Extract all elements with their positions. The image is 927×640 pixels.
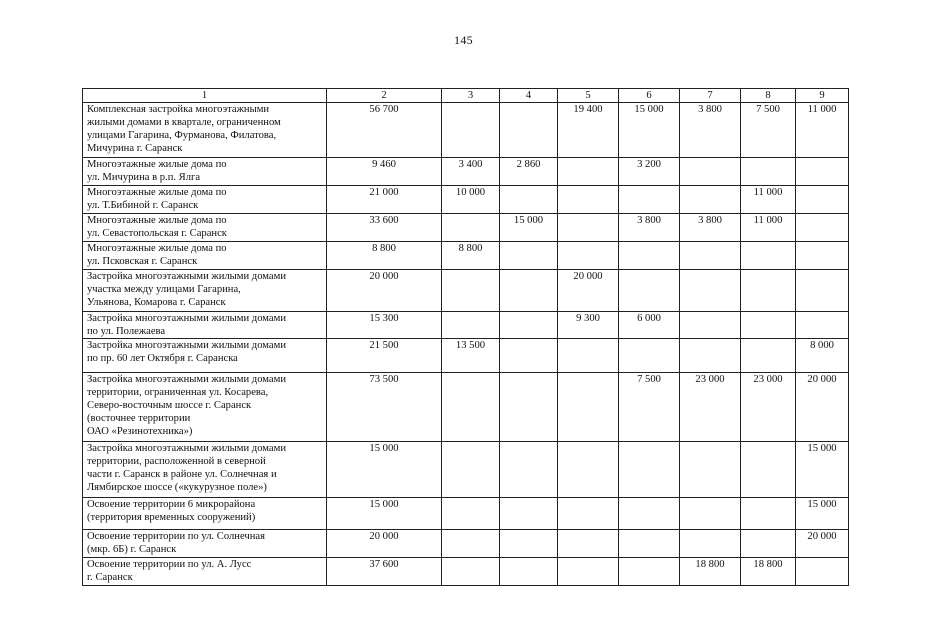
table-row [83, 158, 849, 186]
table-row [83, 558, 849, 586]
value-cell: 6 000 [619, 312, 680, 339]
value-cell [442, 558, 500, 586]
value-cell: 8 800 [327, 242, 442, 270]
table-row [83, 214, 849, 242]
value-cell [558, 498, 619, 530]
value-cell [741, 312, 796, 339]
table-header-row [83, 89, 849, 103]
value-cell: 8 800 [442, 242, 500, 270]
table-row [83, 373, 849, 442]
value-cell: 20 000 [327, 270, 442, 312]
value-cell [558, 442, 619, 498]
value-cell [680, 186, 741, 214]
row-name: Многоэтажные жилые дома по ул. Т.Бибиной г. Саранск [87, 187, 227, 211]
value-cell [741, 339, 796, 373]
row-name-cell [83, 158, 327, 186]
value-cell [741, 442, 796, 498]
value-cell: 20 000 [558, 270, 619, 312]
row-name-cell [83, 339, 327, 373]
value-cell [680, 242, 741, 270]
value-cell: 8 000 [796, 339, 849, 373]
value-cell [442, 442, 500, 498]
value-cell [500, 312, 558, 339]
value-cell [741, 158, 796, 186]
value-cell [500, 442, 558, 498]
value-cell: 3 200 [619, 158, 680, 186]
row-name-cell [83, 530, 327, 558]
value-cell: 23 000 [741, 373, 796, 442]
value-cell [619, 558, 680, 586]
value-cell: 7 500 [741, 103, 796, 158]
value-cell [500, 530, 558, 558]
row-name-cell [83, 270, 327, 312]
value-cell [558, 558, 619, 586]
row-name: Застройка многоэтажными жилыми домами по ул. Полежаева [87, 313, 286, 337]
value-cell [796, 242, 849, 270]
value-cell: 73 500 [327, 373, 442, 442]
column-header: 3 [442, 89, 500, 103]
value-cell [500, 270, 558, 312]
value-cell [558, 242, 619, 270]
value-cell [680, 442, 741, 498]
row-name: Освоение территории по ул. А. Лусс г. Саранск [87, 559, 252, 583]
value-cell [442, 498, 500, 530]
value-cell: 3 400 [442, 158, 500, 186]
value-cell: 23 000 [680, 373, 741, 442]
value-cell [500, 498, 558, 530]
value-cell [680, 312, 741, 339]
value-cell: 20 000 [327, 530, 442, 558]
value-cell [558, 214, 619, 242]
value-cell: 18 800 [741, 558, 796, 586]
value-cell: 15 300 [327, 312, 442, 339]
row-name: Многоэтажные жилые дома по ул. Псковская г. Саранск [87, 243, 227, 267]
value-cell: 9 300 [558, 312, 619, 339]
value-cell [442, 103, 500, 158]
value-cell [500, 558, 558, 586]
column-header: 8 [741, 89, 796, 103]
value-cell: 10 000 [442, 186, 500, 214]
value-cell [619, 498, 680, 530]
value-cell [619, 530, 680, 558]
value-cell [558, 158, 619, 186]
value-cell: 15 000 [796, 442, 849, 498]
value-cell [741, 270, 796, 312]
value-cell: 37 600 [327, 558, 442, 586]
value-cell: 20 000 [796, 530, 849, 558]
value-cell [558, 339, 619, 373]
data-table [82, 88, 849, 586]
value-cell: 3 800 [619, 214, 680, 242]
value-cell [442, 530, 500, 558]
row-name: Застройка многоэтажными жилыми домами территории, ограниченная ул. Косарева, Северо-восточным шоссе г. Саранск (восточнее территории ОАО «Резинотехника») [87, 374, 286, 437]
value-cell: 15 000 [327, 442, 442, 498]
value-cell [741, 530, 796, 558]
value-cell [619, 270, 680, 312]
table-row [83, 530, 849, 558]
value-cell: 15 000 [796, 498, 849, 530]
value-cell: 11 000 [741, 186, 796, 214]
value-cell [741, 498, 796, 530]
value-cell [741, 242, 796, 270]
table-row [83, 103, 849, 158]
value-cell [796, 214, 849, 242]
value-cell [500, 186, 558, 214]
value-cell: 21 500 [327, 339, 442, 373]
value-cell: 15 000 [327, 498, 442, 530]
value-cell: 3 800 [680, 103, 741, 158]
column-header: 1 [83, 89, 327, 103]
row-name: Застройка многоэтажными жилыми домами по пр. 60 лет Октября г. Саранска [87, 340, 286, 364]
value-cell [558, 530, 619, 558]
value-cell: 2 860 [500, 158, 558, 186]
value-cell [680, 339, 741, 373]
value-cell: 21 000 [327, 186, 442, 214]
row-name: Многоэтажные жилые дома по ул. Мичурина в р.п. Ялга [87, 159, 227, 183]
value-cell [500, 373, 558, 442]
row-name: Комплексная застройка многоэтажными жилыми домами в квартале, ограниченном улицами Гагарина, Фурманова, Филатова, Мичурина г. Саранск [87, 104, 281, 154]
value-cell [796, 158, 849, 186]
value-cell: 18 800 [680, 558, 741, 586]
value-cell [442, 270, 500, 312]
value-cell [680, 270, 741, 312]
row-name-cell [83, 442, 327, 498]
value-cell [619, 339, 680, 373]
row-name-cell [83, 242, 327, 270]
value-cell [680, 158, 741, 186]
value-cell [558, 186, 619, 214]
row-name: Освоение территории по ул. Солнечная (мкр. 6Б) г. Саранск [87, 531, 265, 555]
value-cell [500, 103, 558, 158]
table-row [83, 312, 849, 339]
value-cell: 20 000 [796, 373, 849, 442]
table-row [83, 339, 849, 373]
value-cell [442, 214, 500, 242]
row-name: Застройка многоэтажными жилыми домами участка между улицами Гагарина, Ульянова, Комарова г. Саранск [87, 271, 286, 308]
value-cell [796, 312, 849, 339]
row-name-cell [83, 373, 327, 442]
row-name-cell [83, 186, 327, 214]
value-cell: 56 700 [327, 103, 442, 158]
value-cell: 11 000 [741, 214, 796, 242]
value-cell: 9 460 [327, 158, 442, 186]
table-row [83, 442, 849, 498]
table-row [83, 242, 849, 270]
column-header: 2 [327, 89, 442, 103]
row-name: Многоэтажные жилые дома по ул. Севастопольская г. Саранск [87, 215, 227, 239]
table-row [83, 498, 849, 530]
value-cell [500, 339, 558, 373]
column-header: 4 [500, 89, 558, 103]
row-name-cell [83, 103, 327, 158]
value-cell [619, 186, 680, 214]
value-cell [442, 373, 500, 442]
value-cell [680, 498, 741, 530]
value-cell [796, 186, 849, 214]
value-cell: 33 600 [327, 214, 442, 242]
value-cell [680, 530, 741, 558]
column-header: 7 [680, 89, 741, 103]
value-cell [500, 242, 558, 270]
value-cell [796, 558, 849, 586]
row-name-cell [83, 214, 327, 242]
table-row [83, 186, 849, 214]
column-header: 9 [796, 89, 849, 103]
value-cell [619, 242, 680, 270]
row-name-cell [83, 498, 327, 530]
value-cell [442, 312, 500, 339]
column-header: 5 [558, 89, 619, 103]
value-cell: 11 000 [796, 103, 849, 158]
row-name: Освоение территории 6 микрорайона (территория временных сооружений) [87, 499, 256, 523]
value-cell [619, 442, 680, 498]
value-cell: 15 000 [619, 103, 680, 158]
page-number: 145 [454, 33, 473, 47]
value-cell: 19 400 [558, 103, 619, 158]
value-cell: 7 500 [619, 373, 680, 442]
row-name-cell [83, 312, 327, 339]
value-cell: 13 500 [442, 339, 500, 373]
row-name-cell [83, 558, 327, 586]
column-header: 6 [619, 89, 680, 103]
value-cell: 3 800 [680, 214, 741, 242]
table-row [83, 270, 849, 312]
value-cell: 15 000 [500, 214, 558, 242]
value-cell [558, 373, 619, 442]
row-name: Застройка многоэтажными жилыми домами территории, расположенной в северной части г. Саранск в районе ул. Солнечная и Лямбирское шоссе («кукурузное поле») [87, 443, 286, 493]
value-cell [796, 270, 849, 312]
